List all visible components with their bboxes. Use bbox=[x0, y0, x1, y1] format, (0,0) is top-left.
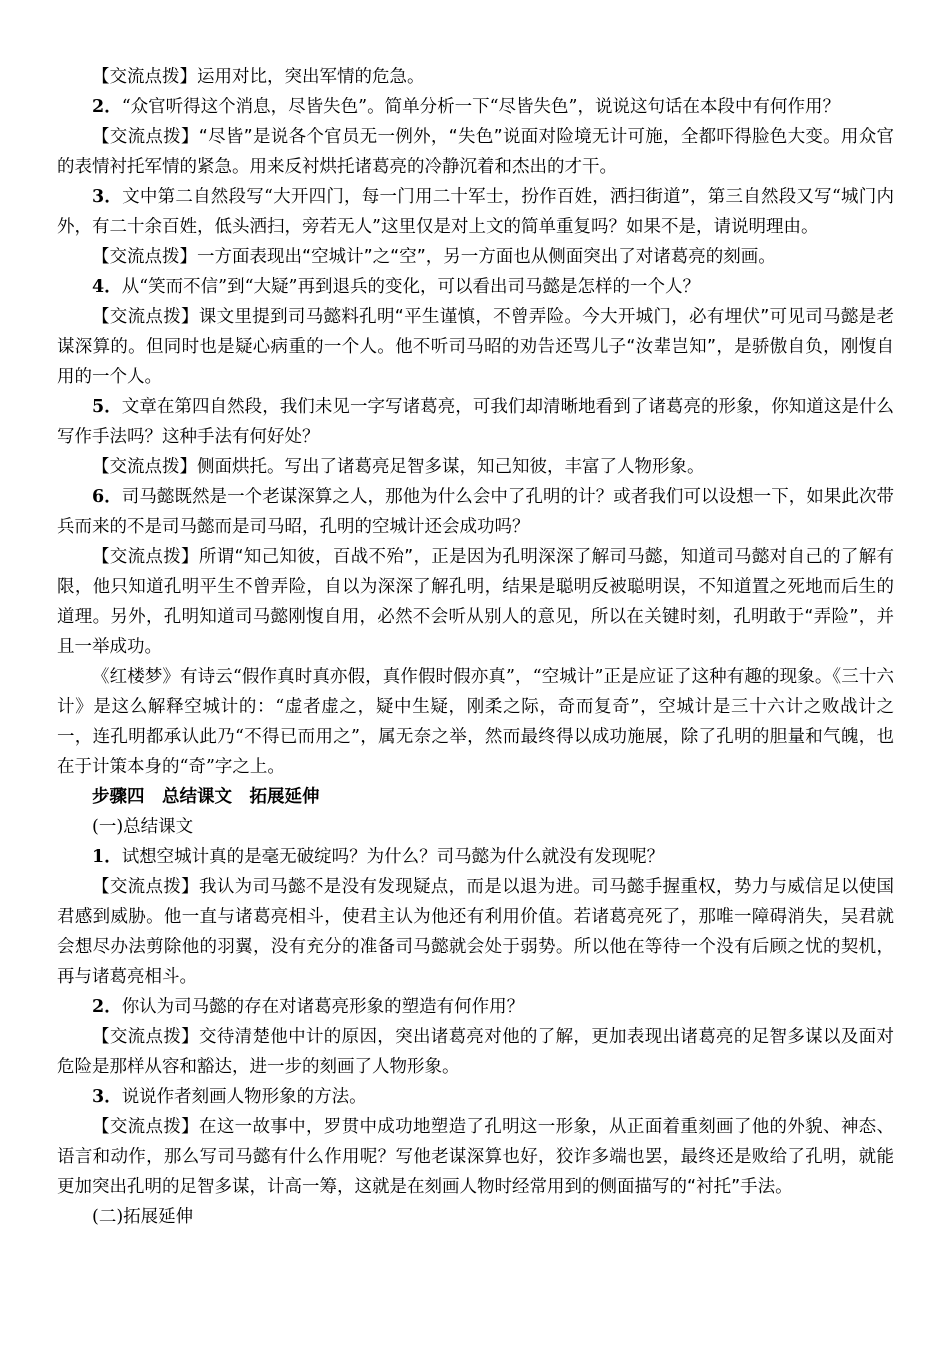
body-paragraph: 《红楼梦》有诗云“假作真时真亦假，真作假时假亦真”，“空城计”正是应证了这种有趣的现象。《三十六计》是这么解释空城计的：“虚者虚之，疑中生疑，刚柔之际，奇而复奇”，空城计是三十六计之败战计之一，连孔明都承认此乃“不得已而用之”，属无奈之举，然而最终得以成功施展，除了孔明的胆量和气魄，也在于计策本身的“奇”字之上。 bbox=[57, 667, 894, 777]
exchange-tip-label: 【交流点拨】 bbox=[92, 547, 199, 567]
exchange-tip-label: 【交流点拨】 bbox=[92, 1117, 199, 1137]
question-paragraph: 4．从“笑而不信”到“大疑”再到退兵的变化，可以看出司马懿是怎样的一个人？ bbox=[92, 277, 700, 297]
exchange-tip-label: 【交流点拨】 bbox=[92, 457, 197, 477]
answer-paragraph bbox=[57, 122, 894, 182]
question-number: 5 bbox=[92, 397, 105, 417]
question-paragraph: 2．“众官听得这个消息，尽皆失色”。简单分析一下“尽皆失色”，说说这句话在本段中有何作用？ bbox=[92, 97, 840, 117]
exchange-tip-label: 【交流点拨】 bbox=[92, 307, 199, 327]
answer-paragraph bbox=[57, 302, 894, 392]
question-number: 4 bbox=[92, 277, 105, 297]
answer-paragraph bbox=[57, 242, 894, 272]
question-text: 文章在第四自然段，我们未见一字写诸葛亮，可我们却清晰地看到了诸葛亮的形象，你知道这是什么写作手法吗？这种手法有何好处？ bbox=[57, 397, 895, 447]
answer-text: 一方面表现出“空城计”之“空”，另一方面也从侧面突出了对诸葛亮的刻画。 bbox=[197, 247, 776, 267]
question-number: 2 bbox=[92, 997, 105, 1017]
question-paragraph: 1．试想空城计真的是毫无破绽吗？为什么？司马懿为什么就没有发现呢？ bbox=[92, 847, 665, 867]
answer-paragraph bbox=[57, 542, 894, 662]
question-number: 2 bbox=[92, 97, 105, 117]
question-text: 从“笑而不信”到“大疑”再到退兵的变化，可以看出司马懿是怎样的一个人？ bbox=[121, 277, 700, 297]
answer-paragraph bbox=[57, 1112, 894, 1202]
answer-text: 在这一故事中，罗贯中成功地塑造了孔明这一形象，从正面着重刻画了他的外貌、神态、语言和动作，那么写司马懿有什么作用呢？写他老谋深算也好，狡诈多端也罢，最终还是败给了孔明，就能更加突出孔明的足智多谋，计高一筹，这就是在刻画人物时经常用到的侧面描写的“衬托”手法。 bbox=[57, 1117, 895, 1197]
exchange-tip-label: 【交流点拨】 bbox=[92, 67, 197, 87]
exchange-tip-label: 【交流点拨】 bbox=[92, 247, 197, 267]
exchange-tip-label: 【交流点拨】 bbox=[92, 1027, 199, 1047]
body-paragraph: (二)拓展延伸 bbox=[92, 1207, 194, 1227]
answer-paragraph bbox=[57, 62, 894, 92]
question-number: 6 bbox=[92, 487, 105, 507]
question-paragraph: 6．司马懿既然是一个老谋深算之人，那他为什么会中了孔明的计？或者我们可以设想一下，如果此次带兵而来的不是司马懿而是司马昭，孔明的空城计还会成功吗？ bbox=[57, 487, 895, 537]
answer-paragraph bbox=[57, 452, 894, 482]
question-text: “众官听得这个消息，尽皆失色”。简单分析一下“尽皆失色”，说说这句话在本段中有何作用？ bbox=[121, 97, 840, 117]
answer-text: 所谓“知己知彼，百战不殆”，正是因为孔明深深了解司马懿，知道司马懿对自己的了解有限，他只知道孔明平生不曾弄险，自以为深深了解孔明，结果是聪明反被聪明误，不知道置之死地而后生的道理。另外，孔明知道司马懿刚愎自用，必然不会听从别人的意见，所以在关键时刻，孔明敢于“弄险”，并且一举成功。 bbox=[57, 547, 895, 657]
question-paragraph: 5．文章在第四自然段，我们未见一字写诸葛亮，可我们却清晰地看到了诸葛亮的形象，你知道这是什么写作手法吗？这种手法有何好处？ bbox=[57, 397, 895, 447]
answer-text: 课文里提到司马懿料孔明“平生谨慎，不曾弄险。今大开城门，必有埋伏”可见司马懿是老谋深算的。但同时也是疑心病重的一个人。他不听司马昭的劝告还骂儿子“汝辈岂知”，是骄傲自负，刚愎自用的一个人。 bbox=[57, 307, 895, 387]
answer-text: 侧面烘托。写出了诸葛亮足智多谋，知己知彼，丰富了人物形象。 bbox=[197, 457, 705, 477]
question-text: 你认为司马懿的存在对诸葛亮形象的塑造有何作用？ bbox=[121, 997, 525, 1017]
answer-text: 运用对比，突出军情的危急。 bbox=[197, 67, 425, 87]
exchange-tip-label: 【交流点拨】 bbox=[92, 877, 199, 897]
answer-paragraph bbox=[57, 872, 894, 992]
question-number: 3 bbox=[92, 1087, 105, 1107]
question-text: 司马懿既然是一个老谋深算之人，那他为什么会中了孔明的计？或者我们可以设想一下，如果此次带兵而来的不是司马懿而是司马昭，孔明的空城计还会成功吗？ bbox=[57, 487, 895, 537]
question-paragraph: 3．文中第二自然段写“大开四门，每一门用二十军士，扮作百姓，洒扫街道”，第三自然段又写“城门内外，有二十余百姓，低头洒扫，旁若无人”这里仅是对上文的简单重复吗？如果不是，请说明理由。 bbox=[57, 187, 895, 237]
exchange-tip-label: 【交流点拨】 bbox=[92, 127, 199, 147]
question-paragraph: 2．你认为司马懿的存在对诸葛亮形象的塑造有何作用？ bbox=[92, 997, 525, 1017]
question-paragraph: 3．说说作者刻画人物形象的方法。 bbox=[92, 1087, 367, 1107]
question-number: 3 bbox=[92, 187, 105, 207]
question-text: 试想空城计真的是毫无破绽吗？为什么？司马懿为什么就没有发现呢？ bbox=[121, 847, 665, 867]
question-text: 说说作者刻画人物形象的方法。 bbox=[121, 1087, 367, 1107]
answer-text: “尽皆”是说各个官员无一例外，“失色”说面对险境无计可施，全都吓得脸色大变。用众官的表情衬托军情的紧急。用来反衬烘托诸葛亮的冷静沉着和杰出的才干。 bbox=[57, 127, 895, 177]
body-paragraph: (一)总结课文 bbox=[92, 817, 194, 837]
answer-text: 交待清楚他中计的原因，突出诸葛亮对他的了解，更加表现出诸葛亮的足智多谋以及面对危险是那样从容和豁达，进一步的刻画了人物形象。 bbox=[57, 1027, 895, 1077]
answer-text: 我认为司马懿不是没有发现疑点，而是以退为进。司马懿手握重权，势力与威信足以使国君感到威胁。他一直与诸葛亮相斗，使君主认为他还有利用价值。若诸葛亮死了，那唯一障碍消失，吴君就会想尽办法剪除他的羽翼，没有充分的准备司马懿就会处于弱势。所以他在等待一个没有后顾之忧的契机，再与诸葛亮相斗。 bbox=[57, 877, 895, 987]
question-number: 1 bbox=[92, 847, 105, 867]
answer-paragraph bbox=[57, 1022, 894, 1082]
section-heading: 步骤四 总结课文 拓展延伸 bbox=[92, 787, 320, 807]
question-text: 文中第二自然段写“大开四门，每一门用二十军士，扮作百姓，洒扫街道”，第三自然段又写“城门内外，有二十余百姓，低头洒扫，旁若无人”这里仅是对上文的简单重复吗？如果不是，请说明理由。 bbox=[57, 187, 895, 237]
